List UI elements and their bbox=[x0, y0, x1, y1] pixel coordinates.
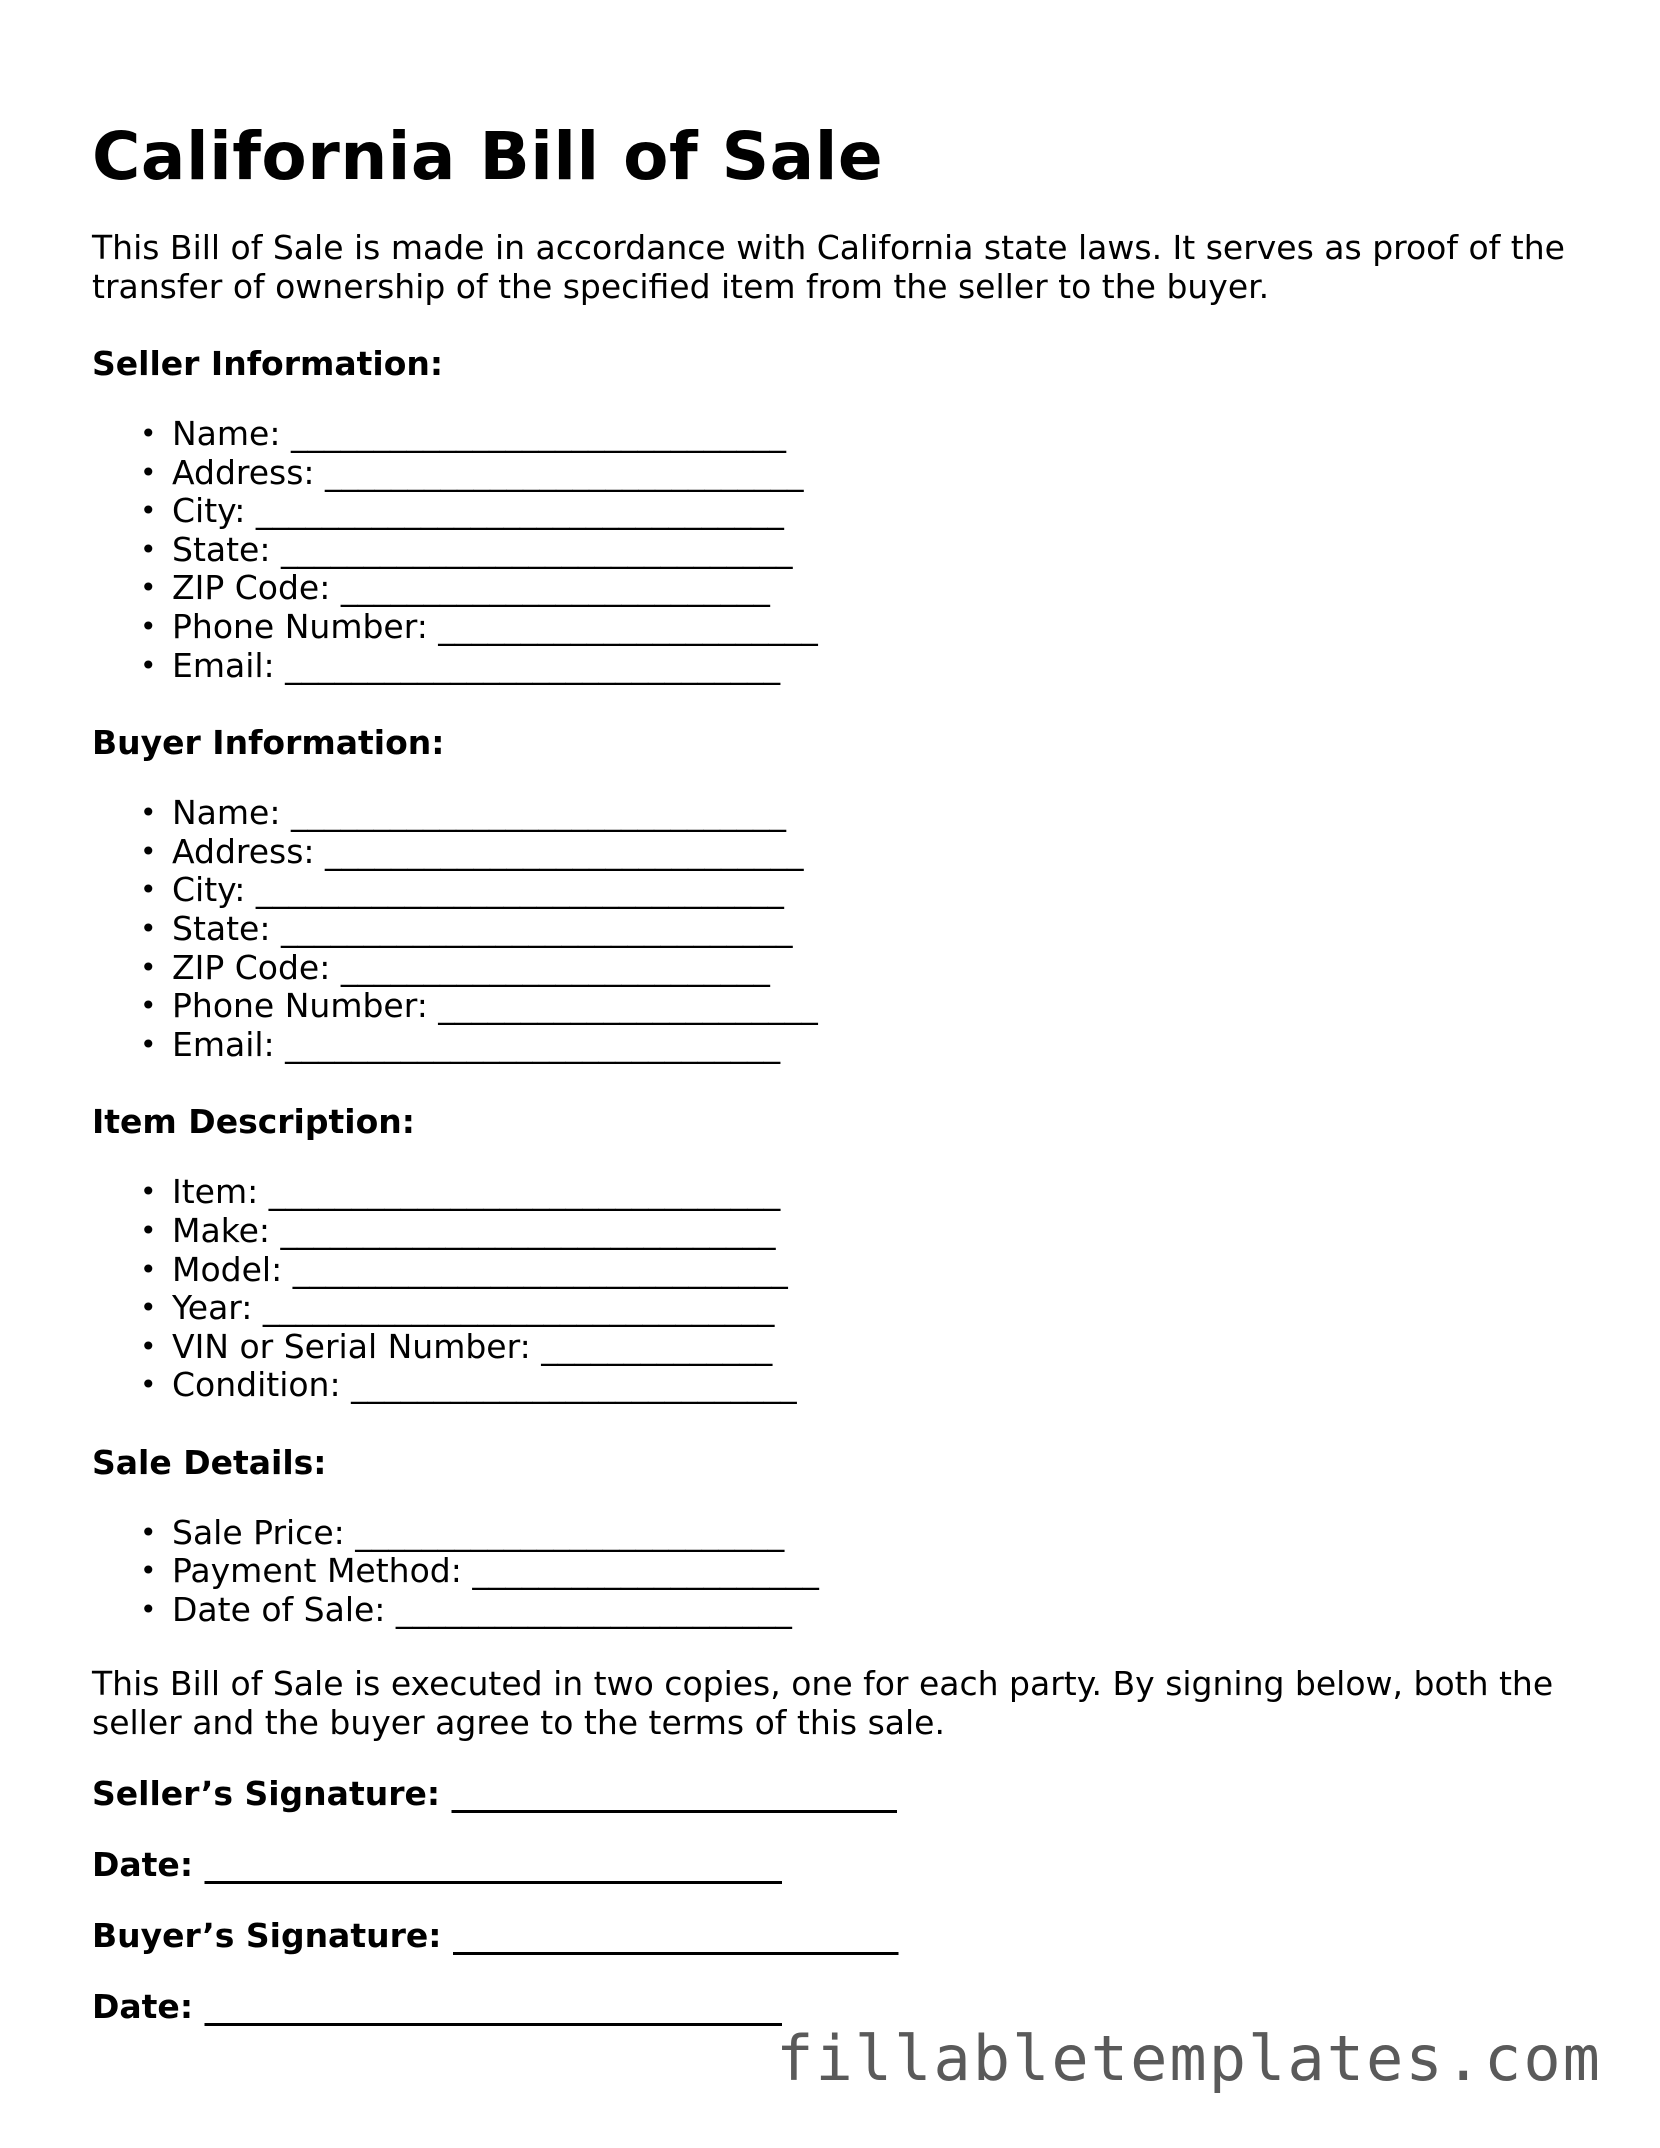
buyer-zip-field[interactable]: • ZIP Code: __________________________ bbox=[140, 947, 770, 987]
seller-state-field[interactable]: • State: _______________________________ bbox=[140, 529, 793, 569]
bullet-icon: • bbox=[140, 455, 157, 489]
intro-paragraph: This Bill of Sale is made in accordance with California state laws. It serves as proof of the transfer of ownership of the specified item from the seller to the buyer. bbox=[92, 228, 1565, 306]
seller-phone-field[interactable]: • Phone Number: _______________________ bbox=[140, 606, 818, 646]
bullet-icon: • bbox=[140, 1368, 157, 1402]
closing-paragraph: This Bill of Sale is executed in two copies, one for each party. By signing below, both the seller and the buyer agree to the terms of this sale. bbox=[92, 1663, 1554, 1742]
bullet-icon: • bbox=[140, 989, 157, 1023]
item-section-heading: Item Description: bbox=[92, 1102, 415, 1142]
buyer-signature-field[interactable]: Buyer’s Signature: ___________________________ bbox=[92, 1915, 899, 1955]
buyer-email-field[interactable]: • Email: ______________________________ bbox=[140, 1024, 781, 1064]
seller-address-field[interactable]: • Address: _____________________________ bbox=[140, 452, 804, 492]
bullet-icon: • bbox=[140, 1175, 157, 1209]
bullet-icon: • bbox=[140, 648, 157, 682]
buyer-name-field[interactable]: • Name: ______________________________ bbox=[140, 793, 786, 833]
seller-email-field[interactable]: • Email: ______________________________ bbox=[140, 645, 781, 685]
bullet-icon: • bbox=[140, 609, 157, 643]
buyer-address-field[interactable]: • Address: _____________________________ bbox=[140, 831, 804, 871]
seller-date-field[interactable]: Date: ___________________________________ bbox=[92, 1844, 783, 1884]
bullet-icon: • bbox=[140, 494, 157, 528]
item-vin-field[interactable]: • VIN or Serial Number: ______________ bbox=[140, 1326, 773, 1366]
bullet-icon: • bbox=[140, 950, 157, 984]
buyer-phone-field[interactable]: • Phone Number: _______________________ bbox=[140, 986, 818, 1026]
buyer-section-heading: Buyer Information: bbox=[92, 723, 445, 763]
bullet-icon: • bbox=[140, 571, 157, 605]
sale-price-field[interactable]: • Sale Price: __________________________ bbox=[140, 1512, 785, 1552]
seller-signature-field[interactable]: Seller’s Signature: ___________________________ bbox=[92, 1773, 898, 1813]
seller-fields-list bbox=[92, 415, 1572, 685]
seller-city-field[interactable]: • City: ________________________________ bbox=[140, 491, 784, 531]
sale-fields-list bbox=[92, 1514, 1572, 1630]
buyer-state-field[interactable]: • State: _______________________________ bbox=[140, 908, 793, 948]
watermark-text: fillabletemplates.com bbox=[776, 2022, 1602, 2095]
bullet-icon: • bbox=[140, 417, 157, 450]
document-page bbox=[92, 112, 1572, 2026]
bullet-icon: • bbox=[140, 911, 157, 945]
bullet-icon: • bbox=[140, 796, 157, 830]
document-title: California Bill of Sale bbox=[92, 118, 884, 195]
buyer-fields-list bbox=[92, 794, 1572, 1064]
item-year-field[interactable]: • Year: _______________________________ bbox=[140, 1288, 775, 1328]
bullet-icon: • bbox=[140, 1329, 157, 1363]
seller-name-field[interactable]: • Name: ______________________________ bbox=[140, 414, 786, 453]
bullet-icon: • bbox=[140, 1515, 157, 1549]
item-make-field[interactable]: • Make: ______________________________ bbox=[140, 1210, 776, 1250]
bullet-icon: • bbox=[140, 873, 157, 907]
bullet-icon: • bbox=[140, 1213, 157, 1247]
bullet-icon: • bbox=[140, 1291, 157, 1325]
bullet-icon: • bbox=[140, 532, 157, 566]
bullet-icon: • bbox=[140, 834, 157, 868]
date-of-sale-field[interactable]: • Date of Sale: ________________________ bbox=[140, 1590, 792, 1630]
item-name-field[interactable]: • Item: _______________________________ bbox=[140, 1172, 781, 1212]
buyer-date-field[interactable]: Date: ___________________________________ bbox=[92, 1986, 783, 2026]
sale-section-heading: Sale Details: bbox=[92, 1442, 327, 1482]
seller-zip-field[interactable]: • ZIP Code: __________________________ bbox=[140, 568, 770, 608]
bullet-icon: • bbox=[140, 1252, 157, 1286]
buyer-city-field[interactable]: • City: ________________________________ bbox=[140, 870, 784, 910]
seller-section-heading: Seller Information: bbox=[92, 344, 444, 383]
item-fields-list bbox=[92, 1173, 1572, 1405]
item-condition-field[interactable]: • Condition: ___________________________ bbox=[140, 1365, 797, 1405]
payment-method-field[interactable]: • Payment Method: _____________________ bbox=[140, 1551, 819, 1591]
bullet-icon: • bbox=[140, 1554, 157, 1588]
bullet-icon: • bbox=[140, 1593, 157, 1627]
bullet-icon: • bbox=[140, 1027, 157, 1061]
item-model-field[interactable]: • Model: ______________________________ bbox=[140, 1249, 788, 1289]
